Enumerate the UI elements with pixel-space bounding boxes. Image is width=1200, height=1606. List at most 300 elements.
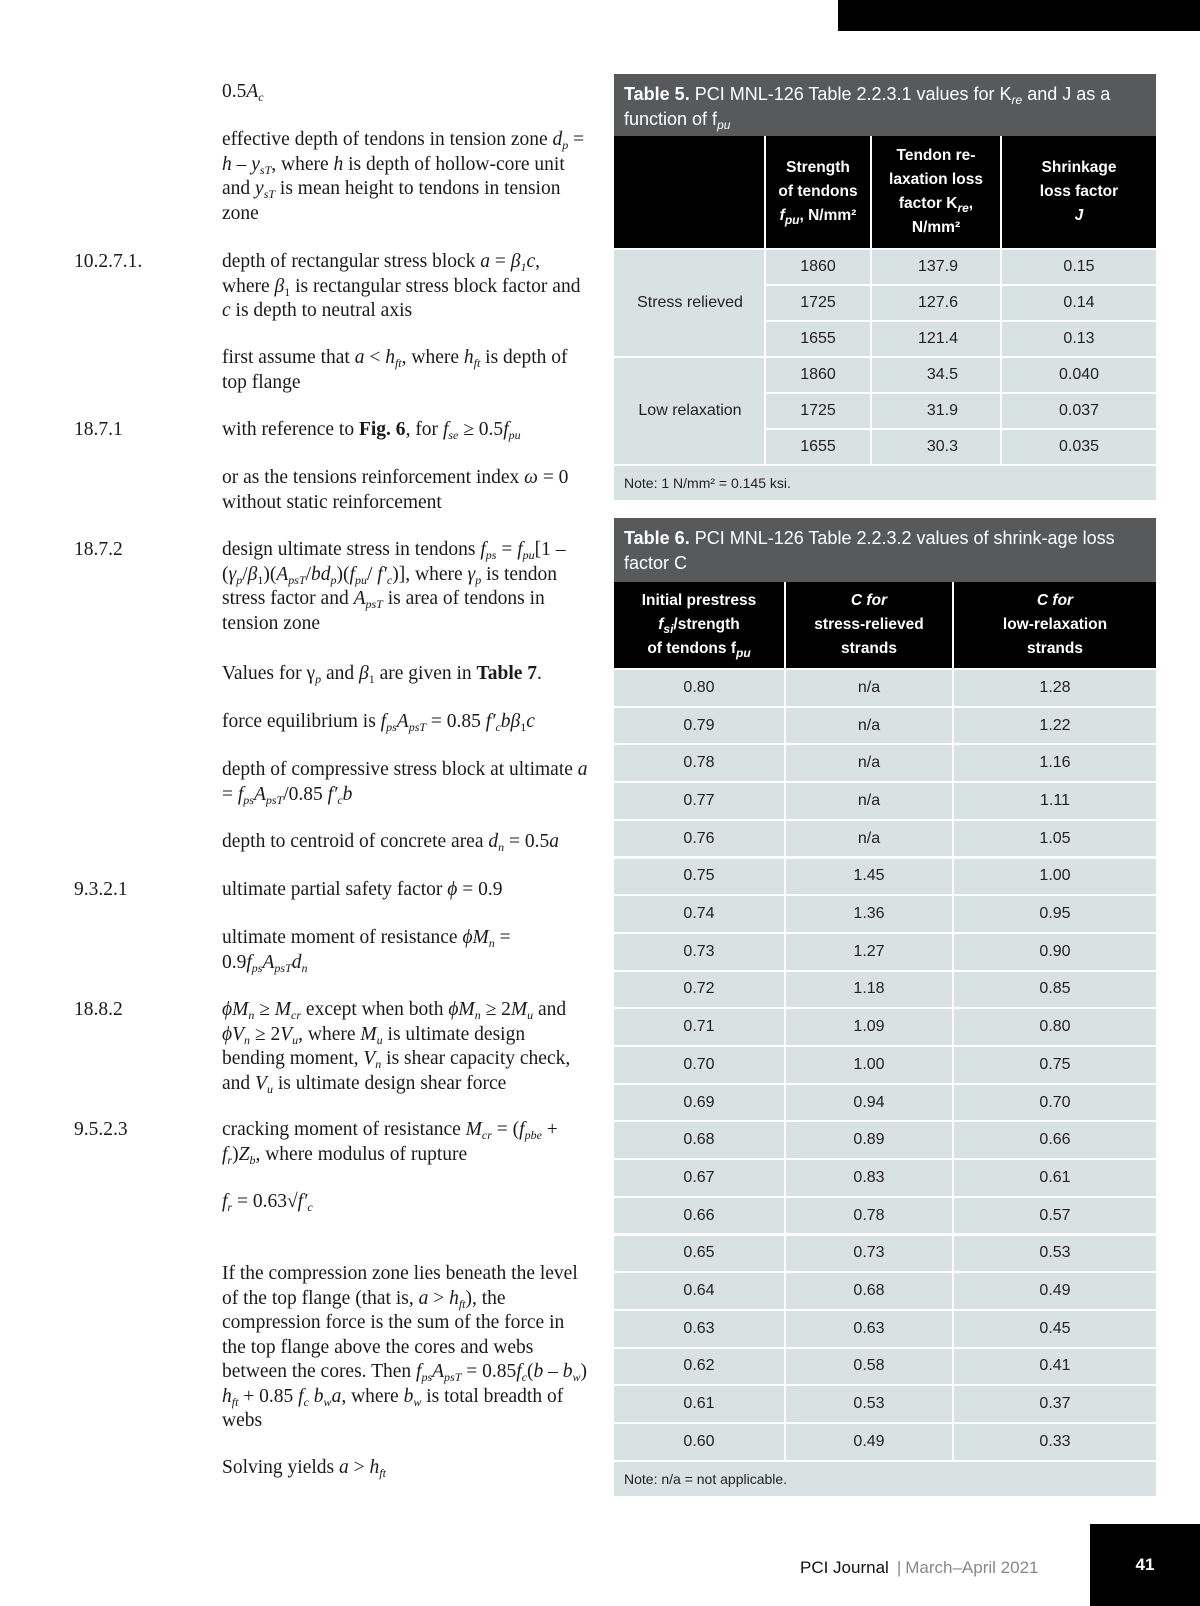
equation-part: f: [503, 419, 509, 440]
equation-part: a: [418, 1287, 429, 1309]
equation-part: (: [527, 1361, 534, 1382]
equation-part: ps: [386, 720, 397, 734]
table6-h2-l3: strands: [841, 640, 897, 657]
table-row: [614, 972, 1156, 1008]
equation-part: sT: [263, 187, 276, 201]
equation-text: [222, 998, 590, 1096]
equation-part: If the compression zone lies beneath the level of the top flange (that is,: [222, 1263, 578, 1309]
table-cell: n/a: [857, 829, 881, 847]
table-cell: 0.75: [683, 867, 715, 885]
table-cell: n/a: [857, 754, 881, 772]
table-cell: 0.78: [683, 754, 715, 772]
equation-part: and: [533, 999, 567, 1020]
equation-text: [222, 346, 590, 395]
equation-part: is area of tendons in tension zone: [222, 588, 545, 634]
equation-part: , where modulus of rupture: [255, 1143, 468, 1165]
table-cell: 1.28: [1039, 678, 1071, 696]
equation-part: ft: [458, 1296, 466, 1311]
table-cell: 0.37: [1039, 1395, 1071, 1413]
equation-part: β: [274, 275, 285, 297]
equation-part: h: [222, 153, 232, 175]
equation-part: depth of rectangular stress block: [222, 251, 481, 272]
issue-date: March–April 2021: [905, 1558, 1039, 1577]
equation-part: ps: [485, 548, 497, 562]
equation-part: + 0.85: [238, 1385, 299, 1407]
table-row: [614, 859, 1156, 895]
equation-part: pu: [522, 548, 535, 562]
table-cell: 1.00: [1039, 867, 1071, 885]
equation-part: A: [246, 81, 259, 102]
table-cell: 0.57: [1039, 1206, 1071, 1224]
equation-text: [222, 538, 590, 636]
equation-part: b: [403, 1385, 414, 1407]
equation-part: and: [321, 663, 359, 684]
equation-text: [222, 418, 590, 443]
table-cell: 0.80: [683, 678, 715, 696]
equation-part: = 0.85: [461, 1361, 517, 1382]
table-cell: 1860: [800, 258, 836, 275]
table-row: [766, 322, 1156, 356]
equation-part: M: [360, 1023, 377, 1045]
table6-header-cell: [954, 582, 1156, 668]
equation-part: f: [380, 711, 387, 732]
table6-h1-l2sub: si: [663, 622, 674, 636]
equation-part: bd: [311, 563, 331, 585]
equation-part: , where: [298, 1023, 361, 1045]
equation-part: β: [359, 663, 369, 684]
table-row: [614, 1198, 1156, 1234]
equation-part: psT: [274, 960, 292, 975]
equation-part: =: [568, 129, 585, 150]
equation-part: ): [580, 1361, 588, 1382]
equation-part: +: [541, 1119, 558, 1140]
table-row: [614, 1424, 1156, 1460]
equation-part: depth of compressive stress block at ultimate: [222, 759, 578, 780]
table5-title-mid: and J as a function of f: [624, 84, 1111, 129]
table5-h1-l3a: f: [779, 207, 785, 224]
equation-part: A: [253, 783, 266, 805]
table6-title-text: PCI MNL-126 Table 2.2.3.2 values of shrink-age loss factor C: [624, 528, 1115, 573]
table-cell: 0.64: [683, 1282, 715, 1300]
equation-part: /: [305, 563, 312, 585]
equation-part: depth to centroid of concrete area: [222, 831, 489, 852]
equation-part: p: [330, 572, 337, 587]
page-number: 41: [1090, 1524, 1200, 1606]
table5-h2-l3a: factor K: [898, 195, 958, 212]
table-row: [614, 1273, 1156, 1309]
equation-part: , for: [405, 419, 443, 440]
equation-part: c: [222, 300, 231, 321]
equation-part: A: [276, 563, 289, 585]
equation-part: b: [249, 1152, 256, 1167]
equation-part: psT: [288, 572, 306, 587]
equation-part: =: [222, 783, 238, 805]
table-cell: 1.18: [853, 980, 885, 998]
table-cell: 0.037: [1058, 402, 1100, 419]
equation-part: , where: [271, 153, 334, 175]
equation-part: >: [348, 1457, 370, 1478]
equation-part: = 0.5: [504, 831, 550, 852]
table-cell: 0.89: [853, 1131, 885, 1149]
equation-part: ps: [251, 960, 263, 975]
equation-part: = 0.9: [457, 879, 503, 900]
equation-part: h: [369, 1457, 380, 1478]
equation-part: effective depth of tendons in tension zone: [222, 129, 553, 150]
table-cell: 0.66: [1039, 1131, 1071, 1149]
table-cell: 1.45: [853, 867, 885, 885]
table5-h2-l2: laxation loss: [889, 171, 983, 188]
equation-part: n: [248, 1008, 255, 1022]
equation-part: A: [396, 711, 409, 732]
equation-part: h: [463, 347, 474, 368]
table6-header-cell: [786, 582, 952, 668]
table6: [614, 582, 1156, 1502]
journal-name: PCI Journal: [800, 1558, 889, 1577]
equation-part: cr: [291, 1008, 302, 1022]
equation-part: except when both: [301, 999, 449, 1020]
equation-part: n: [301, 960, 308, 975]
equation-part: 1: [284, 284, 291, 299]
equation-part: –: [543, 1361, 563, 1382]
table-row: [766, 358, 1156, 392]
table-cell: 0.63: [853, 1319, 885, 1337]
table-cell: 0.78: [853, 1206, 885, 1224]
equation-part: A: [353, 588, 366, 609]
equation-part: cracking moment of resistance: [222, 1119, 466, 1140]
equation-part: c: [521, 1370, 528, 1384]
equation-part: = 0.9: [222, 927, 511, 973]
equation-text: [222, 466, 590, 515]
table-row: [614, 745, 1156, 781]
table5-title-text: PCI MNL-126 Table 2.2.3.1 values for K: [689, 84, 1012, 104]
table-cell: 0.68: [853, 1282, 885, 1300]
equation-part: 1: [368, 672, 375, 686]
equation-part: psT: [444, 1370, 462, 1384]
equation-part: = 0.63√: [232, 1191, 298, 1212]
table5-title-sub2: pu: [717, 118, 731, 132]
equation-part: Fig. 6: [358, 419, 406, 440]
table-cell: 0.77: [683, 791, 715, 809]
table-row: [614, 670, 1156, 706]
equation-part: force equilibrium is: [222, 711, 381, 732]
table-cell: 0.58: [853, 1357, 885, 1375]
equation-part: ϕM: [222, 999, 249, 1020]
table6-note: Note: n/a = not applicable.: [614, 1462, 1156, 1496]
table6-h3-l1: C for: [1036, 592, 1074, 609]
table-cell: 121.4: [917, 330, 958, 347]
table-cell: 0.73: [683, 942, 715, 960]
table6-header-cell: [614, 582, 784, 668]
table-cell: 1.22: [1039, 716, 1071, 734]
equation-part: ft: [379, 1466, 386, 1480]
equation-part: is tendon stress factor and: [222, 563, 558, 609]
table-cell: 1.11: [1040, 791, 1070, 809]
table6-h2-l1: C for: [850, 592, 888, 609]
equation-text: [222, 128, 590, 226]
table-cell: 1.16: [1039, 754, 1071, 772]
equation-part: f: [517, 539, 523, 560]
table5-h3-l1: Shrinkage: [1041, 159, 1117, 176]
table-cell: 0.49: [853, 1432, 885, 1450]
equation-part: c: [526, 711, 535, 732]
equation-part: ϕV: [222, 1023, 245, 1045]
equation-part: a: [354, 347, 365, 368]
table-cell: 0.67: [683, 1168, 715, 1186]
table-cell: 0.63: [683, 1319, 715, 1337]
table5-title-label: Table 5.: [624, 84, 690, 104]
equation-part: >: [428, 1287, 450, 1309]
table-row: [614, 1047, 1156, 1083]
equation-part: p: [315, 672, 322, 686]
equation-text: [222, 80, 590, 105]
table6-h3-l2: low-relaxation: [1002, 616, 1108, 633]
equation-part: = 0 without static reinforcement: [222, 467, 569, 513]
equation-part: is ultimate design shear force: [272, 1072, 507, 1094]
equation-part: a: [339, 1457, 349, 1478]
equation-part: d: [488, 831, 499, 852]
equation-part: cr: [481, 1128, 492, 1142]
equation-part: <: [364, 347, 386, 368]
table-cell: 31.9: [926, 402, 958, 419]
equation-part: ultimate moment of resistance: [222, 927, 463, 948]
equation-part: ϕ: [447, 879, 458, 900]
equation-part: ≥ 2: [480, 999, 511, 1020]
equation-part: γ: [467, 563, 476, 585]
equation-part: pu: [354, 572, 367, 587]
table5-h2-l1: Tendon re-: [896, 147, 976, 164]
equation-part: f: [222, 1191, 228, 1212]
table-cell: 0.79: [683, 716, 715, 734]
table-row: [614, 1236, 1156, 1272]
equation-part: are given in: [374, 663, 477, 684]
table5-group-label: Stress relieved: [614, 250, 766, 356]
equation-part: ≥: [254, 999, 275, 1020]
equation-part: M: [510, 999, 528, 1020]
equation-part: first assume that: [222, 347, 355, 368]
equation-part: d: [291, 951, 302, 973]
table5-header: [614, 136, 1156, 248]
equation-text: [222, 710, 590, 735]
table-cell: 30.3: [926, 438, 958, 455]
equation-part: f: [519, 1119, 525, 1140]
equation-part: n: [498, 840, 505, 854]
table-cell: 1725: [800, 402, 836, 419]
equation-text: [222, 1190, 590, 1215]
table5-h2-l3b: ,: [968, 195, 974, 212]
equation-part: )], where: [392, 563, 468, 585]
table-cell: 34.5: [926, 366, 958, 383]
table5-h2-l3sub: re: [957, 201, 969, 215]
table-cell: 1860: [800, 366, 836, 383]
table6-h1-l3sub: pu: [736, 646, 751, 660]
table-cell: 0.60: [683, 1432, 715, 1450]
table-cell: 0.66: [683, 1206, 715, 1224]
table-cell: 0.94: [853, 1093, 885, 1111]
table-cell: 1.36: [853, 905, 885, 923]
table-row: [614, 1085, 1156, 1121]
table-cell: 0.90: [1039, 942, 1071, 960]
equation-part: 0.5: [222, 81, 247, 102]
table-cell: 0.70: [683, 1055, 715, 1073]
equation-part: ultimate partial safety factor: [222, 879, 448, 900]
table-row: [614, 1386, 1156, 1422]
table-cell: 1.27: [853, 942, 885, 960]
equation-part: f: [298, 1385, 304, 1407]
table-row: [614, 821, 1156, 857]
table-cell: 127.6: [917, 294, 958, 311]
table-row: [614, 1122, 1156, 1158]
equation-part: ft: [394, 356, 402, 370]
table-row: [614, 1311, 1156, 1347]
equation-part: f′: [485, 711, 496, 732]
equation-part: p: [475, 572, 482, 587]
equation-part: r: [227, 1200, 233, 1214]
table-cell: 0.49: [1039, 1282, 1071, 1300]
equation-part: f: [349, 563, 355, 585]
equation-part: 1: [520, 720, 527, 734]
table5-h3-l3: J: [1074, 207, 1084, 224]
equation-part: c: [386, 572, 393, 587]
table-row: [614, 934, 1156, 970]
table-cell: 0.65: [683, 1244, 715, 1262]
equation-part: n: [474, 1008, 481, 1022]
equation-part: bβ: [500, 711, 521, 732]
equation-part: a: [480, 251, 491, 272]
equation-part: A: [262, 951, 275, 973]
equation-part: c: [526, 251, 536, 272]
table-cell: 0.75: [1039, 1055, 1071, 1073]
equation-part: h: [385, 347, 395, 368]
table-cell: 1.00: [853, 1055, 885, 1073]
equation-part: ω: [524, 467, 538, 488]
equation-part: is depth of hollow-core unit and: [222, 153, 565, 199]
equation-part: or as the tensions reinforcement index: [222, 467, 525, 488]
equation-part: /: [366, 563, 378, 585]
equation-part: u: [266, 1081, 273, 1096]
equation-part: ), the compression force is the sum of the force in the top flange above the cores and webs between the cores. Then: [222, 1287, 565, 1382]
equation-part: is rectangular stress block factor and: [290, 275, 581, 297]
table5-h1-l3sub: pu: [784, 213, 800, 227]
table-cell: 0.69: [683, 1093, 715, 1111]
equation-part: p: [236, 572, 243, 587]
equation-part: V: [363, 1048, 376, 1069]
equation-part: is mean height to tendons in tension zone: [222, 178, 561, 224]
table-row: [766, 430, 1156, 464]
equation-part: f: [416, 1361, 422, 1382]
equation-part: )(: [336, 563, 350, 585]
table-row: [614, 896, 1156, 932]
equation-part: f: [480, 539, 486, 560]
equation-part: f: [237, 783, 244, 805]
equation-part: p: [562, 138, 569, 152]
table-cell: 0.70: [1039, 1093, 1071, 1111]
table-cell: 0.95: [1039, 905, 1071, 923]
table6-h1-l3a: of tendons f: [647, 640, 736, 657]
equation-part: M: [465, 1119, 482, 1140]
table-row: [766, 250, 1156, 284]
equation-part: psT: [408, 720, 427, 734]
equation-part: M: [274, 999, 292, 1020]
equation-part: is depth of top flange: [222, 347, 568, 393]
page-footer: [800, 1556, 1039, 1580]
table6-h1-l1: Initial prestress: [641, 592, 757, 609]
table-cell: 0.80: [1039, 1018, 1071, 1036]
equation-part: [1 – (: [222, 539, 566, 585]
equation-part: ft: [473, 356, 481, 370]
equation-part: d: [552, 129, 563, 150]
table5-h2-l4: N/mm²: [911, 219, 961, 236]
table-cell: 0.71: [683, 1018, 715, 1036]
equation-part: b: [313, 1385, 324, 1407]
table-cell: 0.76: [683, 829, 715, 847]
table5-h1-l3b: , N/mm²: [799, 207, 857, 224]
table-cell: n/a: [857, 678, 881, 696]
table-cell: 0.14: [1063, 294, 1095, 311]
equation-part: V: [280, 1023, 293, 1045]
equation-part: w: [323, 1394, 332, 1409]
equation-part: a: [549, 831, 559, 852]
equation-part: ϕM: [448, 999, 475, 1020]
equation-part: design ultimate stress in tendons: [222, 539, 481, 560]
table-cell: 0.74: [683, 905, 715, 923]
equation-part: b: [562, 1361, 573, 1382]
equation-part: = (: [491, 1119, 520, 1140]
equation-part: f: [442, 419, 449, 440]
equation-part: f: [222, 1143, 228, 1165]
table6-h3-l3: strands: [1027, 640, 1083, 657]
equation-part: γ: [228, 563, 237, 585]
table5-header-cell: [766, 136, 870, 248]
equation-part: u: [292, 1032, 299, 1047]
equation-part: psT: [365, 597, 383, 611]
table-cell: 0.040: [1058, 366, 1100, 383]
equation-part: V: [255, 1072, 267, 1094]
table-row: [614, 783, 1156, 819]
table-cell: 1655: [800, 330, 836, 347]
equation-part: h: [449, 1287, 459, 1309]
equation-part: is total breadth of webs: [222, 1385, 564, 1431]
table5: [614, 136, 1156, 500]
code-reference: 18.7.2: [74, 539, 123, 560]
equation-part: /0.85: [283, 783, 328, 805]
equation-text: [222, 1456, 590, 1481]
equation-part: =: [496, 539, 518, 560]
table-cell: 0.61: [683, 1395, 715, 1413]
table-cell: n/a: [857, 791, 881, 809]
table-cell: 0.53: [853, 1395, 885, 1413]
equation-part: a: [331, 1385, 342, 1407]
table5-h1-l2: of tendons: [778, 183, 858, 200]
table-row: [614, 708, 1156, 744]
table-cell: 0.61: [1039, 1168, 1071, 1186]
table6-h1-l2a: f: [658, 616, 664, 633]
equation-part: f: [246, 951, 252, 973]
equation-part: A: [432, 1361, 445, 1382]
table-cell: 0.62: [683, 1357, 715, 1375]
table-row: [614, 1349, 1156, 1385]
table6-title-label: Table 6.: [624, 528, 690, 548]
equation-part: u: [376, 1032, 383, 1047]
equation-part: y: [251, 153, 260, 175]
table-cell: 0.83: [853, 1168, 885, 1186]
equation-part: c: [303, 1394, 309, 1409]
table6-h2-l2: stress-relieved: [814, 616, 924, 633]
table-row: [766, 286, 1156, 320]
table-cell: 1.05: [1039, 829, 1071, 847]
table6-title: [614, 518, 1156, 582]
equation-part: se: [448, 428, 459, 442]
equation-part: sT: [259, 162, 272, 177]
